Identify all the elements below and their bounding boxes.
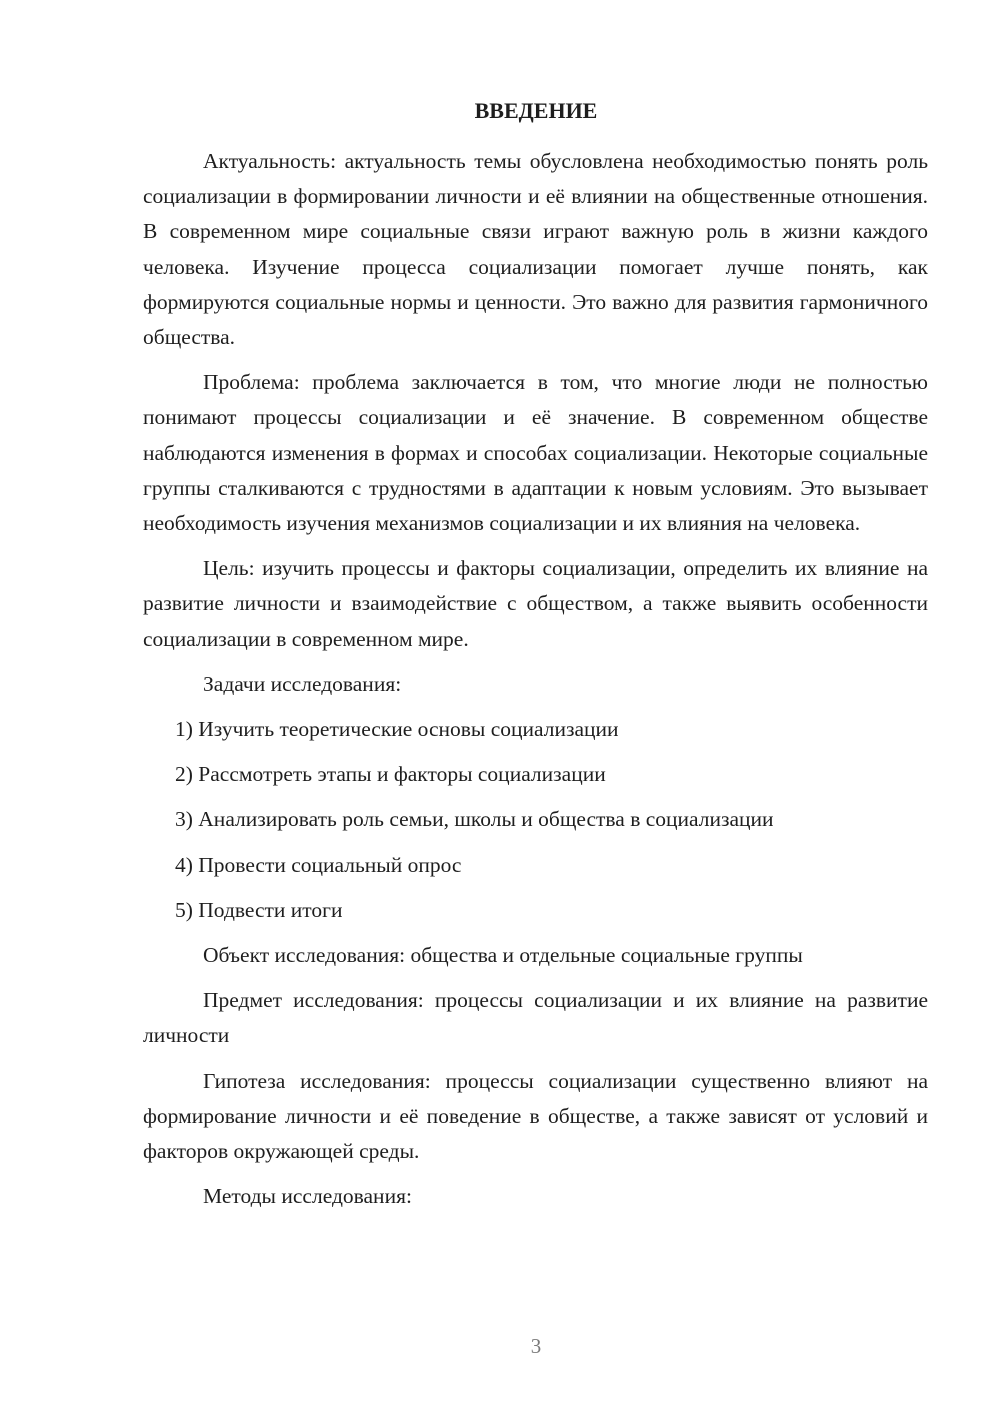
list-item: 2) Рассмотреть этапы и факторы социализации <box>175 762 606 787</box>
paragraph-problem: Проблема: проблема заключается в том, что многие люди не полностью понимают процессы социализации и её значение. В современном обществе наблюдаются изменения в формах и способах социализации. Некоторые социальные группы сталкиваются с трудностями в адаптации к новым условиям. Это вызывает необходимость изучения механизмов социализации и их влияния на человека. <box>143 370 928 536</box>
paragraph-goal: Цель: изучить процессы и факторы социализации, определить их влияние на развитие личности и взаимодействие с обществом, а также выявить особенности социализации в современном мире. <box>143 556 928 651</box>
page-number: 3 <box>530 1334 542 1358</box>
paragraph-hypothesis: Гипотеза исследования: процессы социализации существенно влияют на формирование личности и её поведение в обществе, а также зависят от условий и факторов окружающей среды. <box>143 1068 928 1164</box>
document-body <box>143 144 928 1224</box>
paragraph-subject: Предмет исследования: процессы социализации и их влияние на развитие личности <box>143 988 928 1048</box>
list-item: 1) Изучить теоретические основы социализации <box>175 717 619 742</box>
paragraph-tasks-heading: Задачи исследования: <box>203 671 402 696</box>
list-item: 4) Провести социальный опрос <box>175 852 462 877</box>
list-item: 3) Анализировать роль семьи, школы и общества в социализации <box>175 807 774 832</box>
tasks-list <box>143 712 928 928</box>
paragraph-relevance: Актуальность: актуальность темы обусловлена необходимостью понять роль социализации в формировании личности и её влиянии на общественные отношения. В современном мире социальные связи играют важную роль в жизни каждого человека. Изучение процесса социализации помогает лучше понять, как формируются социальные нормы и ценности. Это важно для развития гармоничного общества. <box>143 149 928 350</box>
paragraph-methods: Методы исследования: <box>203 1184 412 1209</box>
list-item: 5) Подвести итоги <box>175 897 343 922</box>
paragraph-object: Объект исследования: общества и отдельные социальные группы <box>203 943 803 968</box>
page-title: ВВЕДЕНИЕ <box>474 98 598 123</box>
